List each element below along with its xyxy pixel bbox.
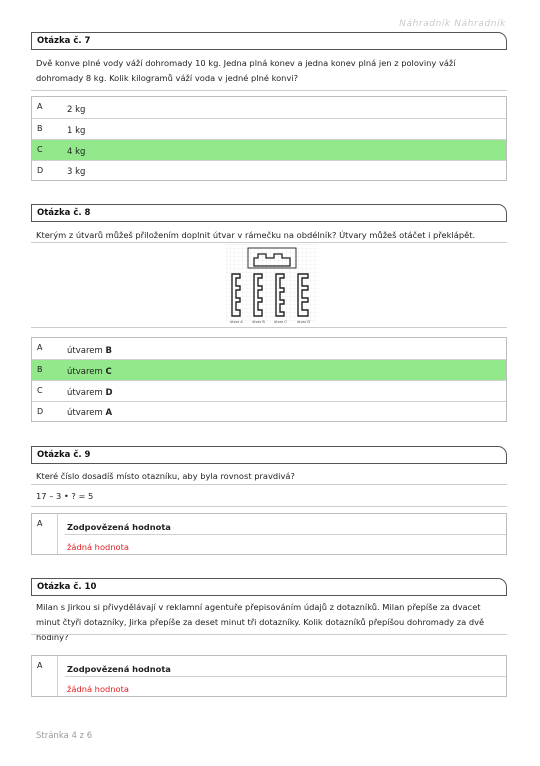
answer-value[interactable]: žádná hodnota: [67, 684, 129, 694]
divider: [31, 484, 507, 485]
option-row-correct[interactable]: [32, 359, 506, 380]
watermark: Náhradník Náhradník: [399, 19, 506, 29]
answer-header: Zodpovězená hodnota: [67, 664, 171, 674]
option-label: D: [37, 166, 44, 175]
option-label: A: [37, 343, 43, 352]
option-row[interactable]: [32, 118, 506, 139]
divider: [31, 242, 507, 243]
question-7-title: Otázka č. 7: [37, 36, 91, 46]
option-value: útvarem B: [67, 346, 112, 356]
question-7-header: [31, 32, 507, 50]
question-8-title: Otázka č. 8: [37, 208, 91, 218]
option-row[interactable]: [32, 338, 506, 359]
caption-c: útvar C: [274, 320, 287, 324]
answer-label: A: [37, 661, 43, 670]
question-9-header: [31, 446, 507, 464]
option-label: C: [37, 145, 43, 154]
answer-separator: [65, 676, 506, 677]
option-label: C: [37, 386, 43, 395]
question-9-title: Otázka č. 9: [37, 450, 91, 460]
divider: [31, 506, 507, 507]
option-row[interactable]: [32, 380, 506, 401]
answer-header: Zodpovězená hodnota: [67, 522, 171, 532]
page-number: Stránka 4 z 6: [36, 731, 93, 741]
option-value: 2 kg: [67, 105, 86, 115]
option-label: A: [37, 102, 43, 111]
column-divider: [57, 656, 58, 696]
option-value: útvarem A: [67, 408, 113, 418]
option-value: 4 kg: [67, 147, 86, 157]
caption-b: útvar B: [252, 320, 265, 324]
question-7-text: Dvě konve plné vody váží dohromady 10 kg. Jedna plná konev a jedna konev plná jen z poloviny váží dohromady 8 kg. Kolik kilogramů váží voda v jedné plné konvi?: [36, 58, 456, 83]
question-10-title: Otázka č. 10: [37, 582, 97, 592]
question-10-text: Milan s Jirkou si přivydělávají v reklamní agentuře přepisováním údajů z dotazníků. Milan přepíše za dvacet minut čtyři dotazníky, Jirka přepíše za deset minut tři dotazníky. Kolik dotazníků přepíšou dohromady za dvě hodiny?: [36, 602, 485, 642]
option-value: útvarem C: [67, 367, 112, 377]
shapes-figure: [226, 244, 318, 326]
option-label: D: [37, 407, 44, 416]
divider: [31, 634, 507, 635]
question-9-equation: 17 – 3 • ? = 5: [36, 491, 94, 501]
caption-a: útvar A: [230, 320, 243, 324]
answer-label: A: [37, 519, 43, 528]
question-9-text: Které číslo dosadíš místo otazníku, aby byla rovnost pravdivá?: [36, 471, 295, 481]
option-value: útvarem D: [67, 388, 113, 398]
option-row[interactable]: [32, 97, 506, 118]
caption-d: útvar D: [297, 320, 311, 324]
option-label: B: [37, 124, 43, 133]
option-row-correct[interactable]: [32, 139, 506, 160]
question-8-options: [31, 337, 507, 422]
question-10-answer: [31, 655, 507, 697]
option-label: B: [37, 365, 43, 374]
column-divider: [57, 514, 58, 554]
option-row[interactable]: [32, 160, 506, 180]
option-value: 1 kg: [67, 126, 86, 136]
option-value: 3 kg: [67, 167, 86, 177]
divider: [31, 90, 507, 91]
question-8-text: Kterým z útvarů můžeš přiložením doplnit útvar v rámečku na obdélník? Útvary můžeš otáčet i překlápět.: [36, 230, 476, 240]
question-9-answer: [31, 513, 507, 555]
answer-separator: [65, 534, 506, 535]
option-row[interactable]: [32, 401, 506, 421]
question-8-header: [31, 204, 507, 222]
answer-value[interactable]: žádná hodnota: [67, 542, 129, 552]
question-7-options: [31, 96, 507, 181]
divider: [31, 327, 507, 328]
question-10-header: [31, 578, 507, 596]
